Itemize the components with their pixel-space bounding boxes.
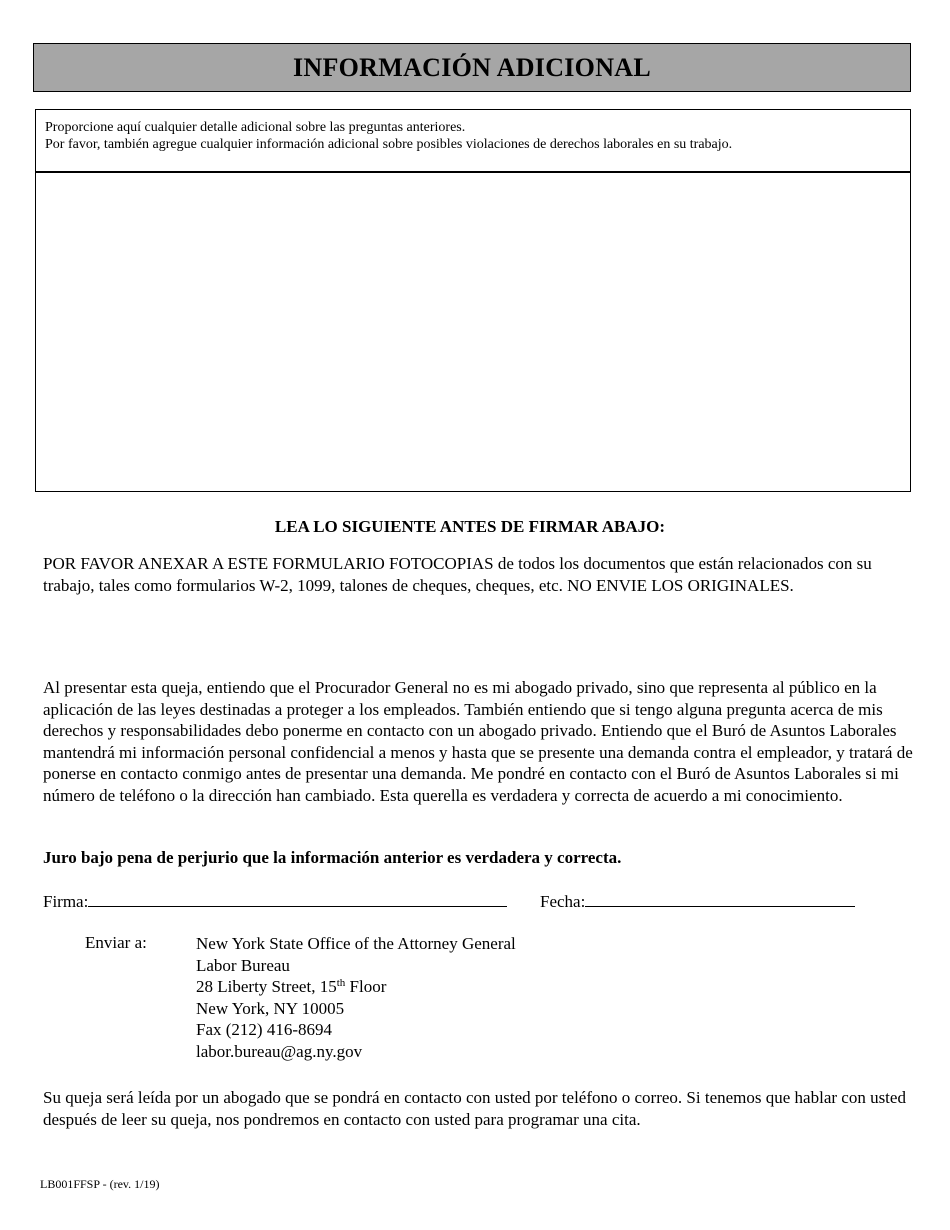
- address-street-suffix: th: [336, 977, 346, 989]
- section-title: INFORMACIÓN ADICIONAL: [292, 52, 652, 82]
- perjury-oath: Juro bajo pena de perjurio que la información anterior es verdadera y correcta.: [43, 848, 622, 867]
- date-row: [540, 890, 855, 912]
- signature-row: [43, 890, 507, 912]
- address-city: New York, NY 10005: [196, 998, 345, 1018]
- address-bureau: Labor Bureau: [196, 955, 290, 975]
- attach-documents-paragraph: POR FAVOR ANEXAR A ESTE FORMULARIO FOTOCOPIAS de todos los documentos que están relacionados con su trabajo, tales como formularios W-2, 1099, talones de cheques, cheques, etc. NO ENVIE LOS ORIGINALES.: [43, 554, 872, 595]
- address-street: [196, 976, 516, 998]
- form-code: LB001FFSP - (rev. 1/19): [40, 1177, 160, 1191]
- date-label: Fecha:: [540, 892, 586, 911]
- send-to-label: Enviar a:: [85, 933, 147, 952]
- instructions-line-1: Proporcione aquí cualquier detalle adicional sobre las preguntas anteriores.: [45, 120, 466, 135]
- address-street-main: 28 Liberty Street, 15: [196, 977, 337, 996]
- complaint-statement-paragraph: Al presentar esta queja, entiendo que el Procurador General no es mi abogado privado, sino que representa al público en la aplicación de las leyes destinadas a proteger a los empleados. También entiendo que si tengo alguna pregunta acerca de mis derechos y responsabilidades debo ponerme en contacto con un abogado privado. Entiendo que el Buró de Asuntos Laborales mantendrá mi información personal confidencial a menos y hasta que se presente una demanda contra el empleador, y tratará de ponerse en contacto conmigo antes de presentar una demanda. Me pondré en contacto con el Buró de Asuntos Laborales si mi número de teléfono o la dirección han cambiado. Esta querella es verdadera y correcta de acuerdo a mi conocimiento.: [43, 678, 913, 805]
- address-fax: Fax (212) 416-8694: [196, 1020, 332, 1039]
- closing-paragraph: Su queja será leída por un abogado que se pondrá en contacto con usted por teléfono o correo. Si tenemos que hablar con usted después de leer su queja, nos pondremos en contacto con usted para programar una cita.: [43, 1088, 906, 1129]
- instructions-line-2: Por favor, también agregue cualquier información adicional sobre posibles violaciones de derechos laborales en su trabajo.: [45, 137, 733, 152]
- date-line[interactable]: [585, 890, 855, 907]
- address-street-floor: Floor: [345, 977, 387, 996]
- signature-line[interactable]: [88, 890, 507, 907]
- signature-label: Firma:: [43, 892, 89, 911]
- section-title-bar: [33, 43, 911, 92]
- address-email: labor.bureau@ag.ny.gov: [196, 1041, 363, 1061]
- address-org: New York State Office of the Attorney General: [196, 934, 516, 953]
- read-before-signing-heading: LEA LO SIGUIENTE ANTES DE FIRMAR ABAJO:: [274, 517, 666, 536]
- instructions-box: [35, 109, 911, 173]
- additional-info-textarea[interactable]: [35, 172, 911, 492]
- mailing-address: [196, 933, 516, 1062]
